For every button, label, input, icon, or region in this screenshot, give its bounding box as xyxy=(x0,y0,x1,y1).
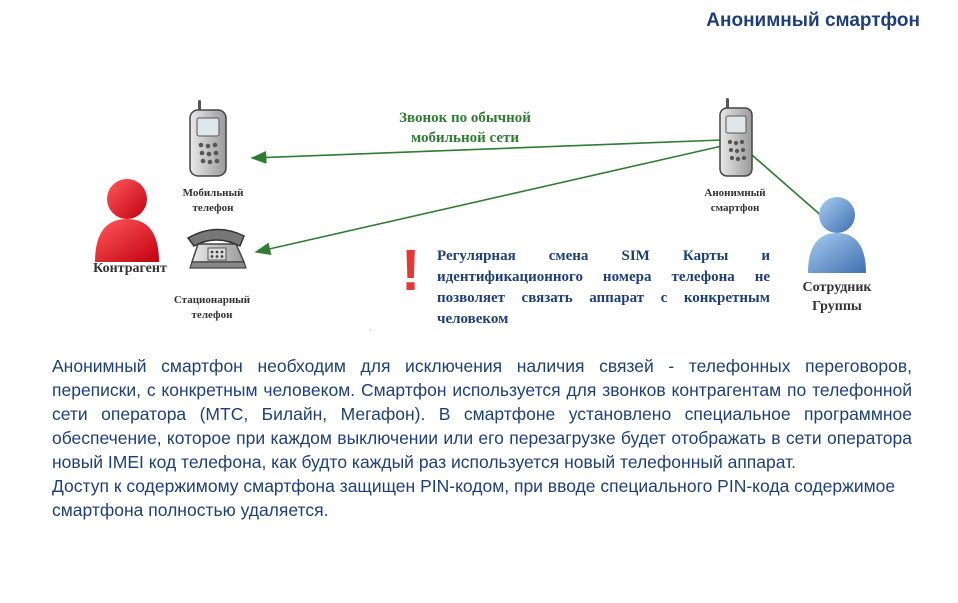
warning-icon: ! xyxy=(401,238,421,303)
call-arrow-to-landline xyxy=(256,146,722,252)
landline-phone-icon xyxy=(188,229,246,268)
description-block xyxy=(52,354,912,522)
employee-person-icon xyxy=(808,197,866,273)
description-paragraph: Анонимный смартфон необходим для исключения наличия связей - телефонных переговоров, переписки, с конкретным человеком. Смартфон используется для звонков контрагентам по телефонной сети оператора (МТС, Билайн, Мегафон). В смартфоне установлено специальное программное обеспечение, которое при каждом выключении или его перезагрузке будет отображать в сети оператора новый IMEI код телефона, как будто каждый раз используется новый телефонный аппарат. xyxy=(52,356,912,472)
anonymous-smartphone-icon xyxy=(720,98,752,176)
anonymous-smartphone-label: Анонимный смартфон xyxy=(704,187,766,214)
description-paragraph: Доступ к содержимому смартфона защищен PIN-кодом, при вводе специального PIN-кода содержимое смартфона полностью удаляется. xyxy=(52,476,896,520)
warning-text: Регулярная смена SIM Карты и идентификационного номера телефона не позволяет связать аппарат с конкретным человеком xyxy=(437,248,770,327)
counterparty-label: Контрагент xyxy=(93,261,167,276)
employee-label: Сотрудник Группы xyxy=(802,280,872,314)
mobile-phone-icon xyxy=(190,100,226,176)
counterparty-person-icon xyxy=(95,179,159,262)
landline-phone-label: Стационарный телефон xyxy=(173,294,251,321)
mobile-phone-label: Мобильный телефон xyxy=(182,187,244,214)
call-label: Звонок по обычной мобильной сети xyxy=(399,110,531,147)
page-title: Анонимный смартфон xyxy=(706,10,920,31)
stray-mark: , xyxy=(370,326,372,332)
